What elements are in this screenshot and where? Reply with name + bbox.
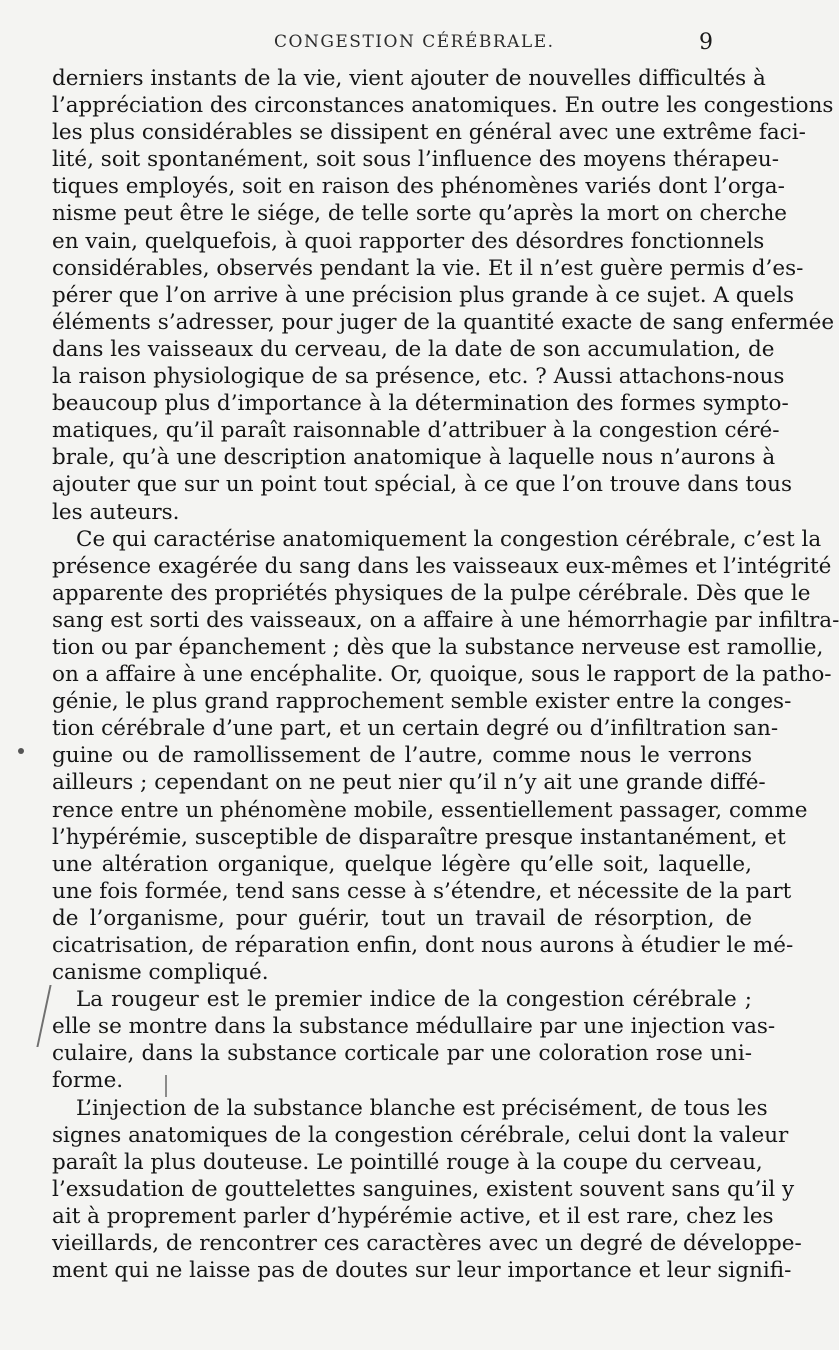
- text-line: canisme compliqué.: [52, 960, 269, 986]
- text-line: rence entre un phénomène mobile, essentiellement passager, comme: [52, 797, 808, 823]
- text-line: ment qui ne laisse pas de doutes sur leur importance et leur signifi-: [52, 1258, 792, 1284]
- text-line: génie, le plus grand rapprochement semble exister entre la conges-: [52, 689, 792, 715]
- text-line: cicatrisation, de réparation enfin, dont nous aurons à étudier le mé-: [52, 933, 794, 958]
- text-line: elle se montre dans la substance médullaire par une injection vas-: [52, 1014, 776, 1040]
- page-header: [0, 30, 800, 60]
- text-line: ajouter que sur un point tout spécial, à ce que l’on trouve dans tous: [52, 472, 792, 498]
- text-line: tiques employés, soit en raison des phénomènes variés dont l’orga-: [52, 174, 785, 200]
- text-line: beaucoup plus d’importance à la détermination des formes sympto-: [52, 391, 789, 417]
- text-line: tion cérébrale d’une part, et un certain degré ou d’infiltration san-: [52, 716, 779, 742]
- text-line: la raison physiologique de sa présence, etc. ? Aussi attachons-nous: [52, 364, 785, 390]
- text-line: les plus considérables se dissipent en général avec une extrême faci-: [52, 120, 806, 146]
- paragraph-3: [52, 986, 776, 1094]
- text-line: l’exsudation de gouttelettes sanguines, existent souvent sans qu’il y: [52, 1176, 795, 1202]
- text-line: considérables, observés pendant la vie. Et il n’est guère permis d’es-: [52, 255, 804, 281]
- text-line: ailleurs ; cependant on ne peut nier qu’il n’y ait une grande diffé-: [52, 770, 766, 796]
- text-line: culaire, dans la substance corticale par une coloration rose uni-: [52, 1041, 752, 1067]
- text-line: éléments s’adresser, pour juger de la quantité exacte de sang enfermée: [52, 309, 835, 335]
- text-line: lité, soit spontanément, soit sous l’influence des moyens thérapeu-: [52, 147, 779, 173]
- paragraph-4: [52, 1095, 802, 1285]
- text-line: guine ou de ramollissement de l’autre, comme nous le verrons: [52, 743, 752, 769]
- text-line: vieillards, de rencontrer ces caractères avec un degré de développe-: [52, 1231, 802, 1257]
- text-line: nisme peut être le siége, de telle sorte qu’après la mort on cherche: [52, 201, 788, 227]
- text-line: La rougeur est le premier indice de la congestion cérébrale ;: [76, 987, 752, 1013]
- text-line: forme.: [52, 1068, 124, 1094]
- text-line: une fois formée, tend sans cesse à s’étendre, et nécessite de la part: [52, 878, 792, 904]
- paragraph-1: [52, 65, 835, 526]
- text-line: Ce qui caractérise anatomiquement la congestion cérébrale, c’est la: [76, 526, 822, 552]
- text-line: l’hypérémie, susceptible de disparaître presque instantanément, et: [52, 824, 786, 850]
- text-line: les auteurs.: [52, 499, 180, 525]
- text-line: tion ou par épanchement ; dès que la substance nerveuse est ramollie,: [52, 634, 824, 660]
- text-line: l’appréciation des circonstances anatomiques. En outre les congestions: [52, 93, 834, 119]
- text-line: ait à proprement parler d’hypérémie active, et il est rare, chez les: [52, 1203, 774, 1229]
- margin-dot-mark: [18, 748, 24, 754]
- text-line: pérer que l’on arrive à une précision plus grande à ce sujet. A quels: [52, 282, 794, 308]
- body-text: [52, 65, 839, 1284]
- text-line: on a affaire à une encéphalite. Or, quoique, sous le rapport de la patho-: [52, 662, 832, 688]
- text-line: signes anatomiques de la congestion cérébrale, celui dont la valeur: [52, 1122, 789, 1148]
- text-line: sang est sorti des vaisseaux, on a affaire à une hémorrhagie par infiltra-: [52, 607, 839, 633]
- running-title: CONGESTION CÉRÉBRALE.: [274, 32, 555, 52]
- text-line: paraît la plus douteuse. Le pointillé rouge à la coupe du cerveau,: [52, 1149, 763, 1175]
- text-line: L’injection de la substance blanche est précisément, de tous les: [76, 1095, 768, 1121]
- text-line: derniers instants de la vie, vient ajouter de nouvelles difficultés à: [52, 66, 766, 91]
- page-number: 9: [699, 30, 713, 55]
- text-line: une altération organique, quelque légère qu’elle soit, laquelle,: [52, 851, 752, 877]
- text-line: en vain, quelquefois, à quoi rapporter des désordres fonctionnels: [52, 228, 765, 254]
- text-line: dans les vaisseaux du cerveau, de la date de son accumulation, de: [52, 336, 775, 362]
- text-line: présence exagérée du sang dans les vaisseaux eux-mêmes et l’intégrité: [52, 553, 832, 579]
- text-line: matiques, qu’il paraît raisonnable d’attribuer à la congestion céré-: [52, 418, 780, 444]
- paragraph-2: [52, 526, 839, 987]
- text-line: brale, qu’à une description anatomique à laquelle nous n’aurons à: [52, 445, 776, 471]
- text-line: apparente des propriétés physiques de la pulpe cérébrale. Dès que le: [52, 580, 811, 606]
- text-line: de l’organisme, pour guérir, tout un travail de résorption, de: [52, 905, 752, 931]
